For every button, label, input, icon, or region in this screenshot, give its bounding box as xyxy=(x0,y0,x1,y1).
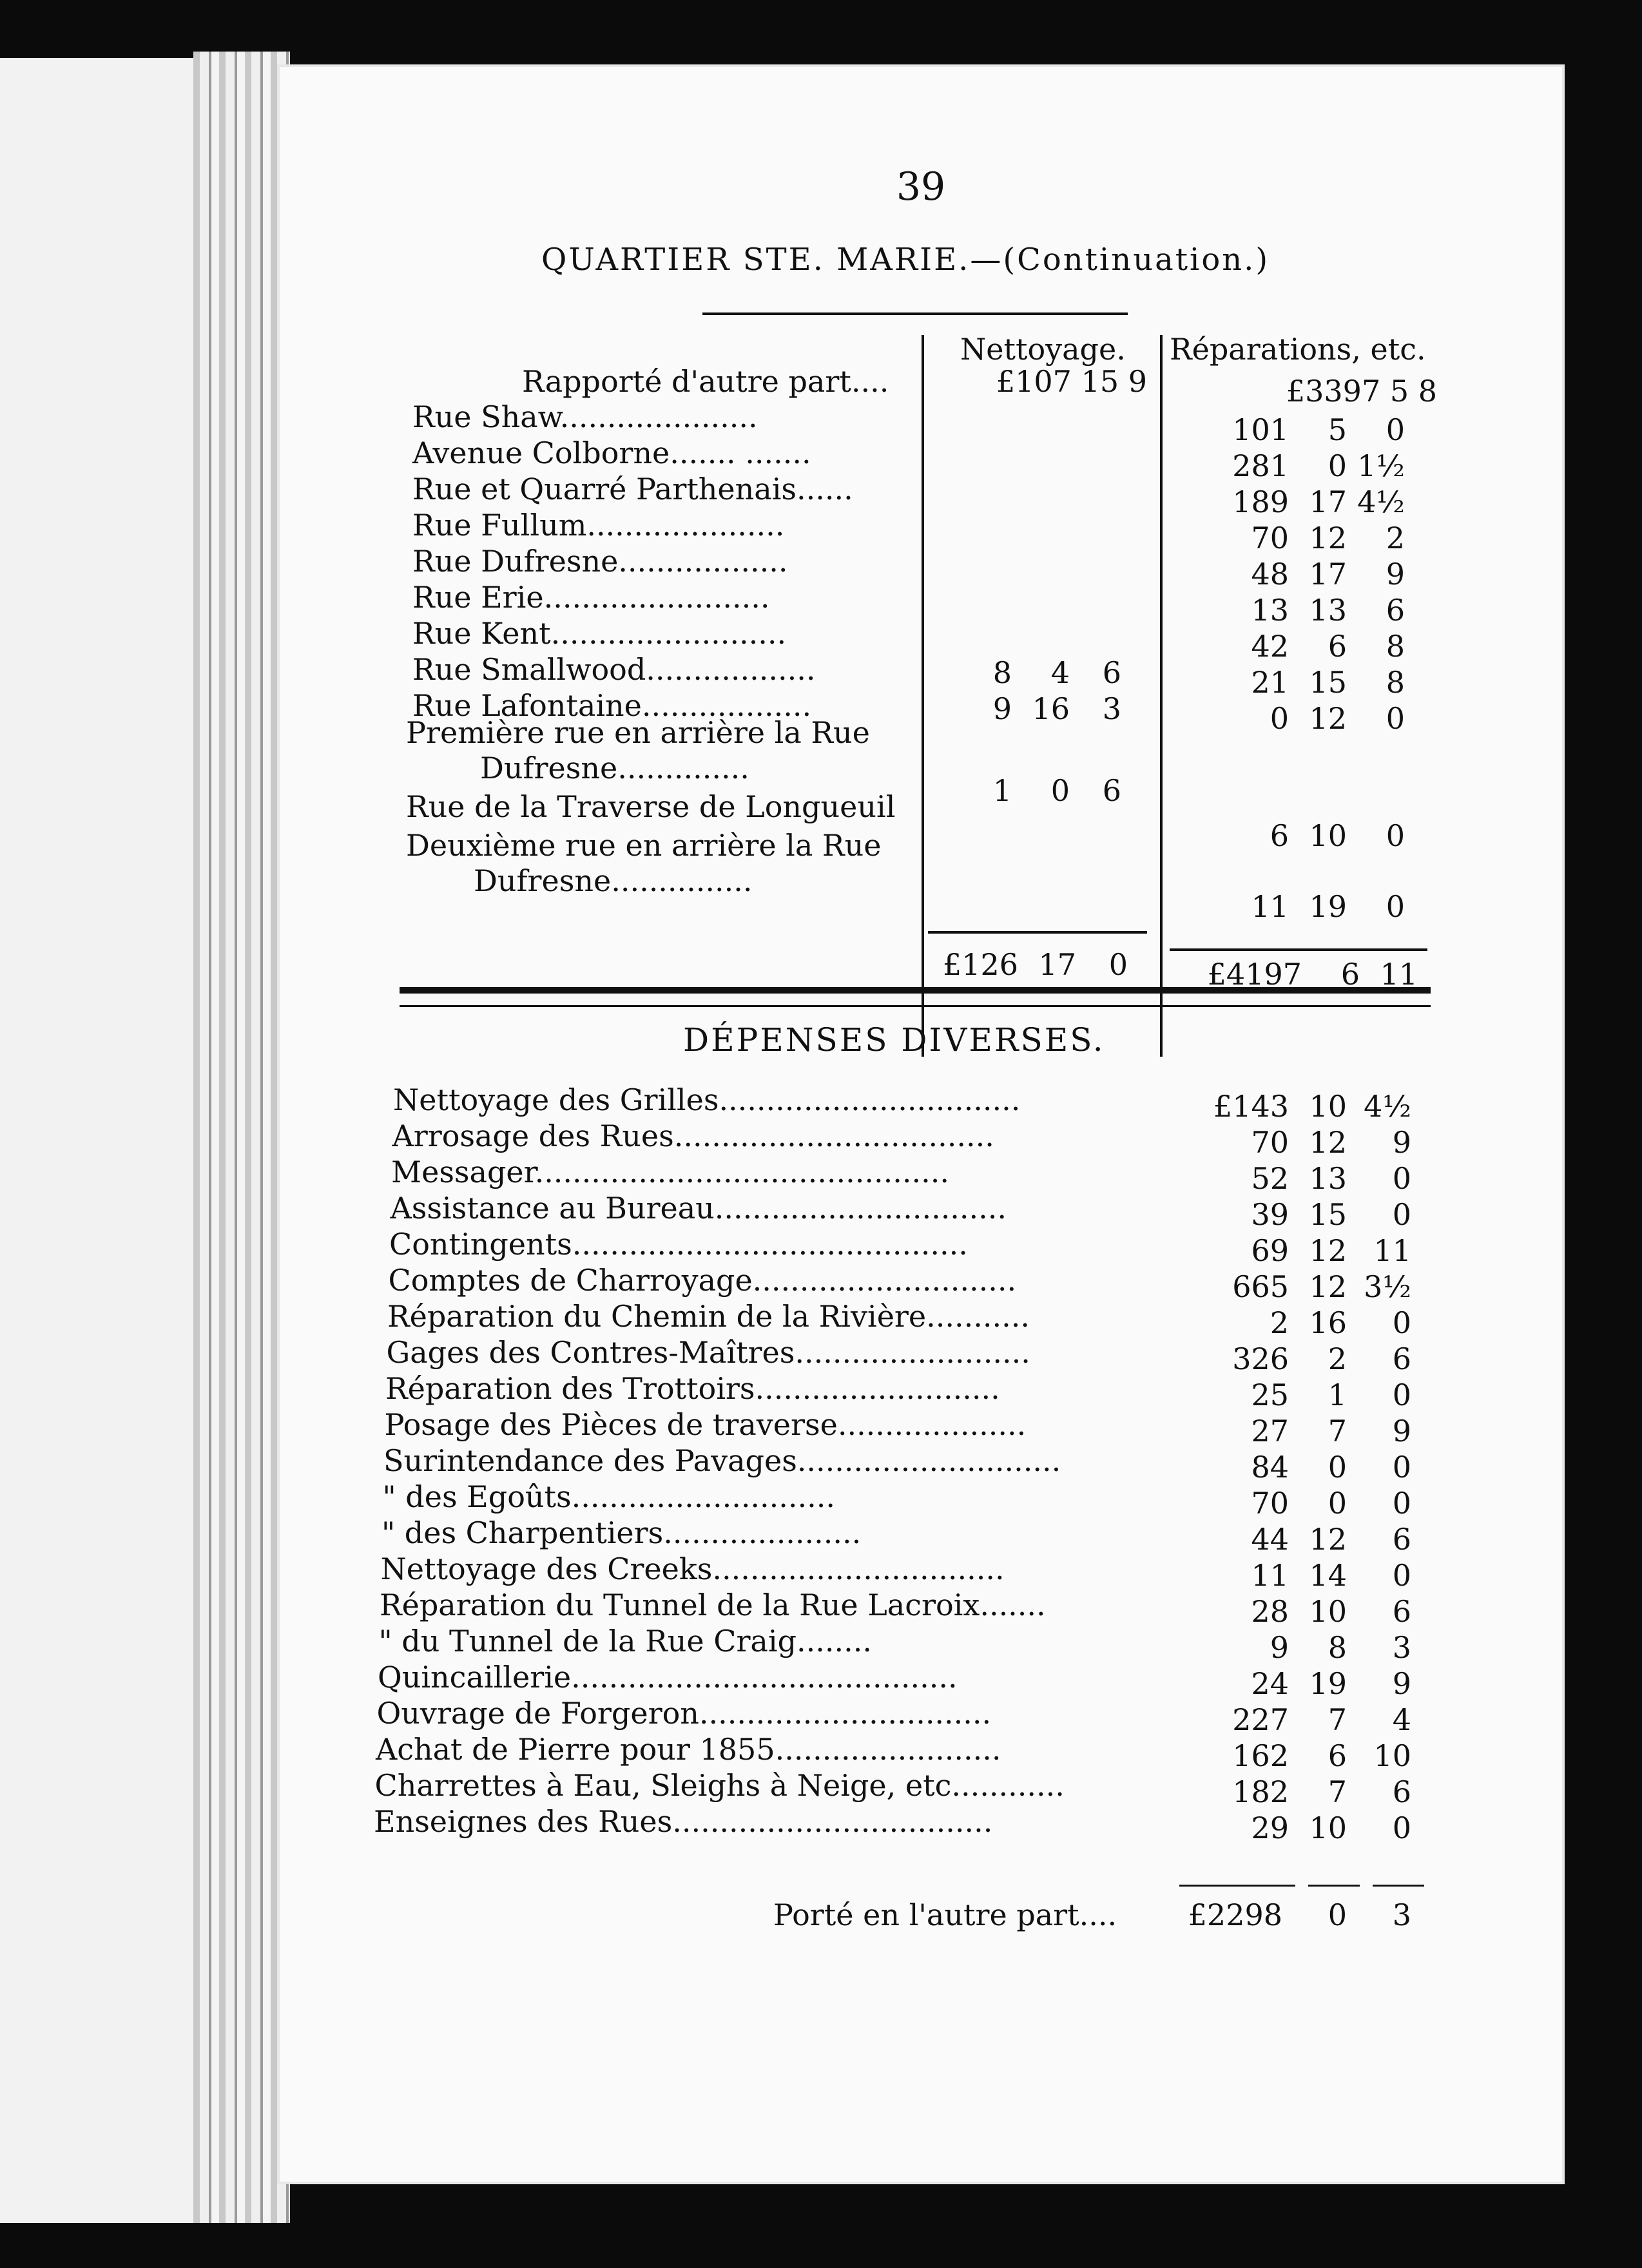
expense-value: 6 xyxy=(1392,1774,1411,1809)
expense-value: 12 xyxy=(1309,1269,1347,1304)
expense-value: 11 xyxy=(1251,1558,1289,1593)
expense-value: 0 xyxy=(1392,1486,1411,1521)
street-label: Rue Fullum..................... xyxy=(412,508,785,543)
total-cleaning-d: 0 xyxy=(1108,947,1128,982)
traverse-repairs-s: 10 xyxy=(1309,818,1347,853)
page-number: 39 xyxy=(896,164,946,209)
total-repairs-d: 11 xyxy=(1380,957,1418,992)
expense-value: 19 xyxy=(1309,1666,1347,1701)
expense-value: 12 xyxy=(1309,1233,1347,1268)
street-label: Rue Dufresne.................. xyxy=(412,544,788,579)
street-label: Rue Shaw..................... xyxy=(412,399,758,434)
column-separator-right xyxy=(1160,335,1163,1057)
expense-value: 0 xyxy=(1392,1305,1411,1340)
subtotal-rule-repairs xyxy=(1170,948,1427,951)
expense-label: Surintendance des Pavages............................ xyxy=(383,1443,1061,1478)
expense-value: 0 xyxy=(1392,1161,1411,1196)
expense-value: 0 xyxy=(1392,1197,1411,1232)
street-repairs-value: 17 xyxy=(1309,485,1347,519)
premiere-cleaning-l: 1 xyxy=(992,773,1012,808)
expense-value: 162 xyxy=(1232,1738,1289,1773)
street-repairs-value: 189 xyxy=(1232,485,1289,519)
total-cleaning-l: £126 xyxy=(942,947,1018,982)
expense-value: 3 xyxy=(1392,1630,1411,1665)
deuxieme-repairs-d: 0 xyxy=(1386,889,1405,924)
expense-value: 16 xyxy=(1309,1305,1347,1340)
street-repairs-value: 13 xyxy=(1251,593,1289,628)
expense-label: Réparation du Chemin de la Rivière........... xyxy=(387,1299,1030,1334)
expense-value: 9 xyxy=(1392,1666,1411,1701)
expense-value: 0 xyxy=(1392,1811,1411,1845)
expense-value: 9 xyxy=(1392,1125,1411,1160)
expense-label: Nettoyage des Creeks............................... xyxy=(380,1552,1005,1586)
expense-value: 52 xyxy=(1251,1161,1289,1196)
section-divider xyxy=(400,987,1431,994)
street-label: Rue Kent......................... xyxy=(412,616,787,651)
expense-value: 0 xyxy=(1392,1558,1411,1593)
expense-value: 7 xyxy=(1328,1702,1347,1737)
expense-value: 11 xyxy=(1373,1233,1411,1268)
expense-value: 12 xyxy=(1309,1125,1347,1160)
expense-label: Messager............................................ xyxy=(391,1155,949,1189)
expense-value: 0 xyxy=(1392,1378,1411,1412)
total-repairs-l: £4197 xyxy=(1207,957,1302,992)
expense-value: 3½ xyxy=(1364,1269,1411,1304)
street-repairs-value: 6 xyxy=(1328,629,1347,664)
street-repairs-value: 15 xyxy=(1309,665,1347,700)
premiere-cleaning-s: 0 xyxy=(1050,773,1070,808)
street-repairs-value: 42 xyxy=(1251,629,1289,664)
expense-value: 326 xyxy=(1232,1341,1289,1376)
street-cleaning-value: 4 xyxy=(1050,655,1070,690)
street-label: Rue Smallwood.................. xyxy=(412,652,816,687)
street-label: Rue et Quarré Parthenais...... xyxy=(412,472,853,506)
street-repairs-value: 17 xyxy=(1309,557,1347,591)
column-separator-left xyxy=(922,335,924,1057)
expense-value: 4½ xyxy=(1364,1089,1411,1124)
street-cleaning-value: 16 xyxy=(1032,691,1070,726)
traverse-repairs-d: 0 xyxy=(1386,818,1405,853)
expense-value: 2 xyxy=(1270,1305,1289,1340)
expense-label: Posage des Pièces de traverse.................... xyxy=(384,1407,1027,1442)
expense-value: 9 xyxy=(1392,1414,1411,1448)
expense-value: 6 xyxy=(1392,1522,1411,1557)
street-label: Avenue Colborne....... ....... xyxy=(412,436,811,470)
street-repairs-value: 0 xyxy=(1386,701,1405,736)
expense-value: 0 xyxy=(1328,1450,1347,1485)
expense-label: Nettoyage des Grilles................................ xyxy=(393,1082,1021,1117)
cf-rule-d xyxy=(1373,1885,1424,1887)
street-repairs-value: 0 xyxy=(1386,412,1405,447)
carried-forward-label: Porté en l'autre part.... xyxy=(773,1898,1117,1932)
street-cleaning-value: 8 xyxy=(992,655,1012,690)
section2-title: DÉPENSES DIVERSES. xyxy=(683,1021,1105,1059)
traverse-repairs-l: 6 xyxy=(1270,818,1289,853)
expense-value: 27 xyxy=(1251,1414,1289,1448)
carried-forward-s: 0 xyxy=(1328,1898,1347,1932)
title-rule xyxy=(702,312,1128,315)
expense-value: 9 xyxy=(1270,1630,1289,1665)
premiere-line1: Première rue en arrière la Rue xyxy=(406,715,870,750)
street-repairs-value: 101 xyxy=(1232,412,1289,447)
header-repairs: Réparations, etc. xyxy=(1170,332,1426,367)
expense-value: 8 xyxy=(1328,1630,1347,1665)
expense-value: 227 xyxy=(1232,1702,1289,1737)
street-label: Rue Lafontaine.................. xyxy=(412,688,812,723)
expense-label: Comptes de Charroyage............................ xyxy=(388,1263,1017,1298)
expense-label: Contingents.......................................... xyxy=(389,1227,968,1262)
expense-value: 7 xyxy=(1328,1774,1347,1809)
expense-value: 10 xyxy=(1309,1089,1347,1124)
expense-label: Assistance au Bureau............................... xyxy=(390,1191,1007,1225)
total-repairs-s: 6 xyxy=(1340,957,1360,992)
street-repairs-value: 48 xyxy=(1251,557,1289,591)
expense-label: " des Egoûts............................ xyxy=(382,1479,836,1514)
street-repairs-value: 13 xyxy=(1309,593,1347,628)
street-cleaning-value: 9 xyxy=(992,691,1012,726)
street-repairs-value: 1½ xyxy=(1357,448,1405,483)
expense-label: Enseignes des Rues.................................. xyxy=(374,1804,993,1839)
brought-forward-label: Rapporté d'autre part.... xyxy=(522,364,889,399)
subtotal-rule-cleaning xyxy=(928,931,1147,934)
expense-label: Réparation du Tunnel de la Rue Lacroix....... xyxy=(380,1588,1046,1622)
cf-rule-l xyxy=(1179,1885,1295,1887)
street-repairs-value: 8 xyxy=(1386,629,1405,664)
expense-value: 0 xyxy=(1328,1486,1347,1521)
document-page xyxy=(277,64,1565,2184)
street-repairs-value: 281 xyxy=(1232,448,1289,483)
expense-value: 69 xyxy=(1251,1233,1289,1268)
street-repairs-value: 9 xyxy=(1386,557,1405,591)
street-cleaning-value: 3 xyxy=(1102,691,1121,726)
header-cleaning: Nettoyage. xyxy=(960,332,1126,367)
expense-value: 39 xyxy=(1251,1197,1289,1232)
expense-value: 25 xyxy=(1251,1378,1289,1412)
expense-label: Achat de Pierre pour 1855........................ xyxy=(376,1732,1001,1767)
expense-value: 70 xyxy=(1251,1486,1289,1521)
brought-forward-repairs: £3397 5 8 xyxy=(1286,374,1437,408)
expense-value: 1 xyxy=(1328,1378,1347,1412)
expense-value: 44 xyxy=(1251,1522,1289,1557)
expense-value: 6 xyxy=(1392,1341,1411,1376)
expense-value: 15 xyxy=(1309,1197,1347,1232)
expense-value: 12 xyxy=(1309,1522,1347,1557)
expense-value: 10 xyxy=(1309,1811,1347,1845)
expense-value: 13 xyxy=(1309,1161,1347,1196)
expense-value: 665 xyxy=(1232,1269,1289,1304)
expense-value: 14 xyxy=(1309,1558,1347,1593)
expense-value: 6 xyxy=(1328,1738,1347,1773)
expense-value: 0 xyxy=(1392,1450,1411,1485)
expense-value: £143 xyxy=(1213,1089,1289,1124)
expense-value: 2 xyxy=(1328,1341,1347,1376)
street-repairs-value: 12 xyxy=(1309,701,1347,736)
street-repairs-value: 12 xyxy=(1309,521,1347,555)
expense-label: Arrosage des Rues.................................. xyxy=(392,1119,994,1153)
expense-value: 28 xyxy=(1251,1594,1289,1629)
section-title: QUARTIER STE. MARIE.—(Continuation.) xyxy=(541,242,1270,278)
street-repairs-value: 21 xyxy=(1251,665,1289,700)
street-repairs-value: 4½ xyxy=(1357,485,1405,519)
street-label: Rue Erie........................ xyxy=(412,580,770,615)
book-binding xyxy=(193,52,290,2223)
street-repairs-value: 6 xyxy=(1386,593,1405,628)
street-repairs-value: 8 xyxy=(1386,665,1405,700)
expense-label: " du Tunnel de la Rue Craig........ xyxy=(378,1624,872,1658)
total-cleaning-s: 17 xyxy=(1038,947,1076,982)
street-repairs-value: 70 xyxy=(1251,521,1289,555)
expense-label: Charrettes à Eau, Sleighs à Neige, etc............ xyxy=(374,1768,1065,1803)
premiere-cleaning-d: 6 xyxy=(1102,773,1121,808)
section-divider-thin xyxy=(400,1005,1431,1007)
carried-forward-l: £2298 xyxy=(1188,1898,1282,1932)
expense-value: 84 xyxy=(1251,1450,1289,1485)
cf-rule-s xyxy=(1308,1885,1360,1887)
street-repairs-value: 2 xyxy=(1386,521,1405,555)
expense-label: Quincaillerie......................................... xyxy=(378,1660,958,1695)
street-cleaning-value: 6 xyxy=(1102,655,1121,690)
street-repairs-value: 0 xyxy=(1328,448,1347,483)
expense-label: Gages des Contres-Maîtres......................... xyxy=(386,1335,1030,1370)
street-repairs-value: 0 xyxy=(1270,701,1289,736)
expense-label: Ouvrage de Forgeron............................... xyxy=(376,1696,992,1731)
expense-value: 182 xyxy=(1232,1774,1289,1809)
expense-value: 10 xyxy=(1309,1594,1347,1629)
deuxieme-repairs-l: 11 xyxy=(1251,889,1289,924)
expense-value: 29 xyxy=(1251,1811,1289,1845)
expense-value: 4 xyxy=(1392,1702,1411,1737)
brought-forward-cleaning: £107 15 9 xyxy=(996,364,1147,399)
expense-value: 10 xyxy=(1373,1738,1411,1773)
expense-label: Réparation des Trottoirs.......................... xyxy=(385,1371,1000,1406)
deuxieme-repairs-s: 19 xyxy=(1309,889,1347,924)
expense-value: 7 xyxy=(1328,1414,1347,1448)
left-page-edge xyxy=(0,58,197,2223)
traverse-label: Rue de la Traverse de Longueuil xyxy=(406,789,896,824)
deuxieme-line1: Deuxième rue en arrière la Rue xyxy=(406,828,882,863)
deuxieme-line2: Dufresne............... xyxy=(474,863,753,898)
expense-value: 70 xyxy=(1251,1125,1289,1160)
expense-value: 24 xyxy=(1251,1666,1289,1701)
expense-value: 6 xyxy=(1392,1594,1411,1629)
premiere-line2: Dufresne.............. xyxy=(480,751,749,785)
carried-forward-d: 3 xyxy=(1392,1898,1411,1932)
street-repairs-value: 5 xyxy=(1328,412,1347,447)
expense-label: " des Charpentiers..................... xyxy=(382,1515,862,1550)
